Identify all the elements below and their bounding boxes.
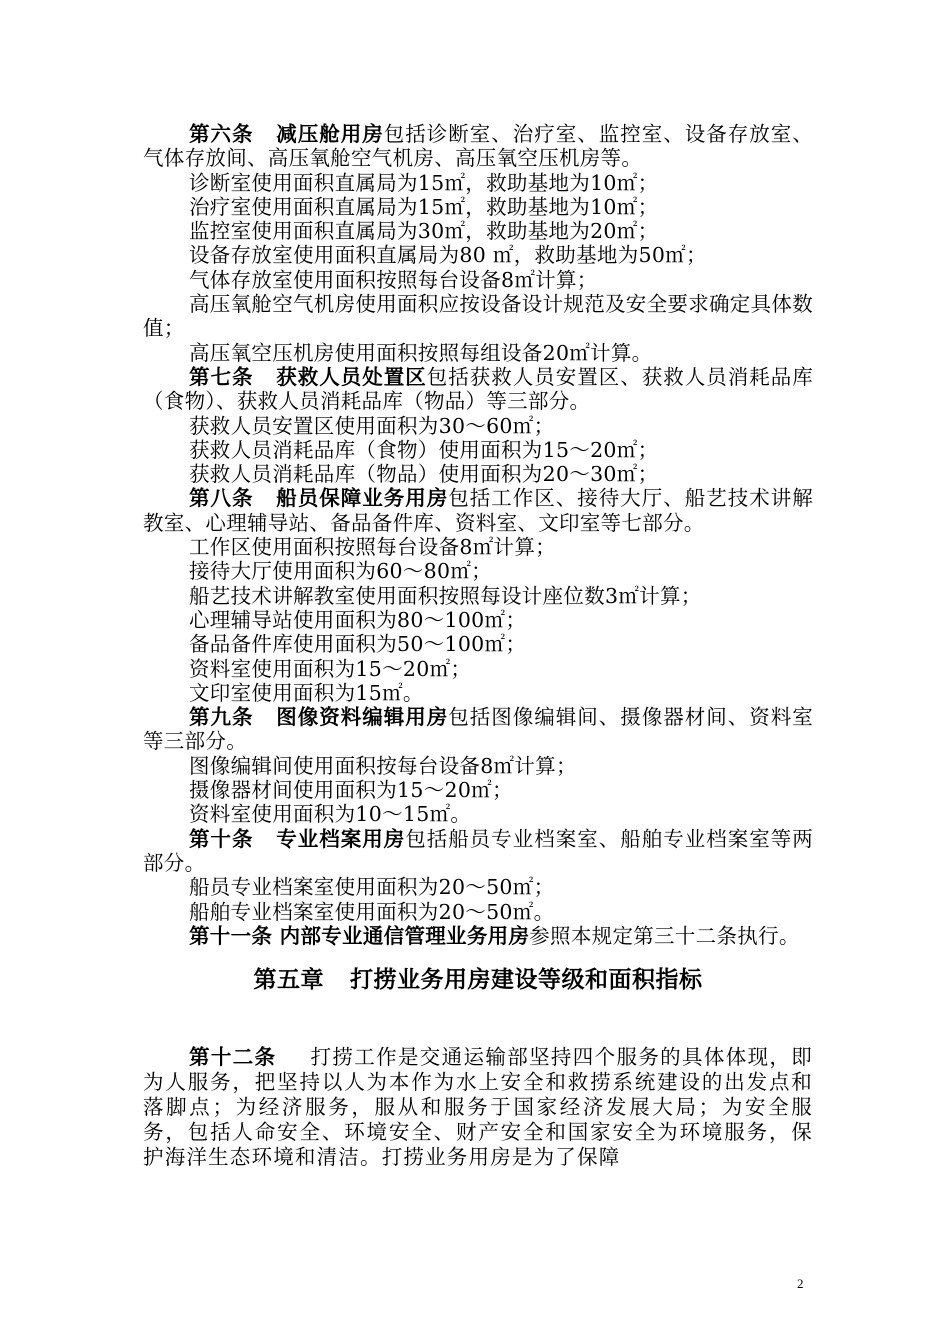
article-7-number: 第七条 <box>189 364 254 389</box>
article-12-paragraph <box>143 1045 813 1170</box>
article-7-name: 获救人员处置区 <box>275 364 427 389</box>
chapter-5-number: 第五章 <box>253 966 324 994</box>
article-10-item: 船员专业档案室使用面积为20～50㎡； <box>189 875 555 900</box>
article-6-description: 包括诊断室、治疗室、监控室、设备存放室、气体存放间、高压氧舱空气机房、高压氧空压机房等。 <box>143 122 813 171</box>
article-12-number: 第十二条 <box>189 1045 277 1070</box>
article-10-description: 包括船员专业档案室、船舶专业档案室等两部分。 <box>143 826 813 875</box>
article-6-item: 气体存放室使用面积按照每台设备8㎡计算； <box>189 267 598 292</box>
article-8-name: 船员保障业务用房 <box>275 486 449 511</box>
article-9-description: 包括图像编辑间、摄像器材间、资料室等三部分。 <box>143 705 813 754</box>
article-6-heading <box>143 122 813 171</box>
article-9-item: 图像编辑间使用面积按每台设备8㎡计算； <box>189 753 577 778</box>
article-11-description: 参照本规定第三十二条执行。 <box>529 923 800 948</box>
article-10-heading <box>143 827 813 876</box>
article-6-item: 高压氧空压机房使用面积按照每组设备20㎡计算。 <box>189 340 653 365</box>
article-10-name: 专业档案用房 <box>275 826 406 851</box>
article-10-number: 第十条 <box>189 826 254 851</box>
article-6-item: 监控室使用面积直属局为30㎡，救助基地为20㎡； <box>189 219 659 244</box>
article-9-item: 摄像器材间使用面积为15～20㎡； <box>189 778 513 803</box>
article-8-item: 心理辅导站使用面积为80～100㎡； <box>189 607 527 632</box>
article-11-heading <box>143 924 813 948</box>
article-6-item: 高压氧舱空气机房使用面积应按设备设计规范及安全要求确定具体数值； <box>143 292 813 341</box>
chapter-5-title: 打捞业务用房建设等级和面积指标 <box>350 966 703 994</box>
article-9-name: 图像资料编辑用房 <box>275 705 449 730</box>
article-8-description: 包括工作区、接待大厅、船艺技术讲解教室、心理辅导站、备品备件库、资料室、文印室等七部分。 <box>143 486 813 535</box>
article-6-item: 设备存放室使用面积直属局为80 ㎡，救助基地为50㎡； <box>189 243 707 268</box>
article-8-item: 工作区使用面积按照每台设备8㎡计算； <box>189 535 556 560</box>
article-7-description: 包括获救人员安置区、获救人员消耗品库（食物）、获救人员消耗品库（物品）等三部分。 <box>143 364 813 414</box>
article-8-item: 文印室使用面积为15㎡。 <box>189 680 424 705</box>
article-8-item: 备品备件库使用面积为50～100㎡； <box>189 632 527 657</box>
article-7-heading <box>143 365 813 414</box>
article-12-text: 打捞工作是交通运输部坚持四个服务的具体体现，即为人服务，把坚持以人为本作为水上安全和救捞系统建设的出发点和落脚点；为经济服务，服从和服务于国家经济发展大局；为安全服务，包括人命安全、环境安全、财产安全和国家安全为环境服务，保护海洋生态环境和清洁。打捞业务用房是为了保障 <box>143 1045 813 1170</box>
article-8-heading <box>143 486 813 535</box>
article-8-item: 资料室使用面积为15～20㎡； <box>189 656 472 681</box>
article-6-item: 诊断室使用面积直属局为15㎡，救助基地为10㎡； <box>189 170 659 195</box>
article-8-item: 船艺技术讲解教室使用面积按照每设计座位数3㎡计算； <box>189 583 702 608</box>
article-11-name: 内部专业通信管理业务用房 <box>279 923 530 948</box>
document-body <box>143 122 813 1170</box>
article-10-item: 船舶专业档案室使用面积为20～50㎡。 <box>189 899 555 924</box>
article-9-item: 资料室使用面积为10～15㎡。 <box>189 802 472 827</box>
article-6-item: 治疗室使用面积直属局为15㎡，救助基地为10㎡； <box>189 194 659 219</box>
article-7-item: 获救人员消耗品库（食物）使用面积为15～20㎡； <box>189 437 659 462</box>
article-7-item: 获救人员安置区使用面积为30～60㎡； <box>189 413 555 438</box>
article-6-number: 第六条 <box>189 122 254 146</box>
article-9-number: 第九条 <box>189 705 254 730</box>
article-9-heading <box>143 705 813 754</box>
article-11-number: 第十一条 <box>189 923 273 948</box>
article-8-item: 接待大厅使用面积为60～80㎡； <box>189 559 492 584</box>
article-8-number: 第八条 <box>189 486 254 511</box>
page-number: 2 <box>797 1276 804 1291</box>
chapter-5-heading <box>143 965 813 995</box>
article-6-name: 减压舱用房 <box>275 122 384 146</box>
article-7-item: 获救人员消耗品库（物品）使用面积为20～30㎡； <box>189 462 659 487</box>
